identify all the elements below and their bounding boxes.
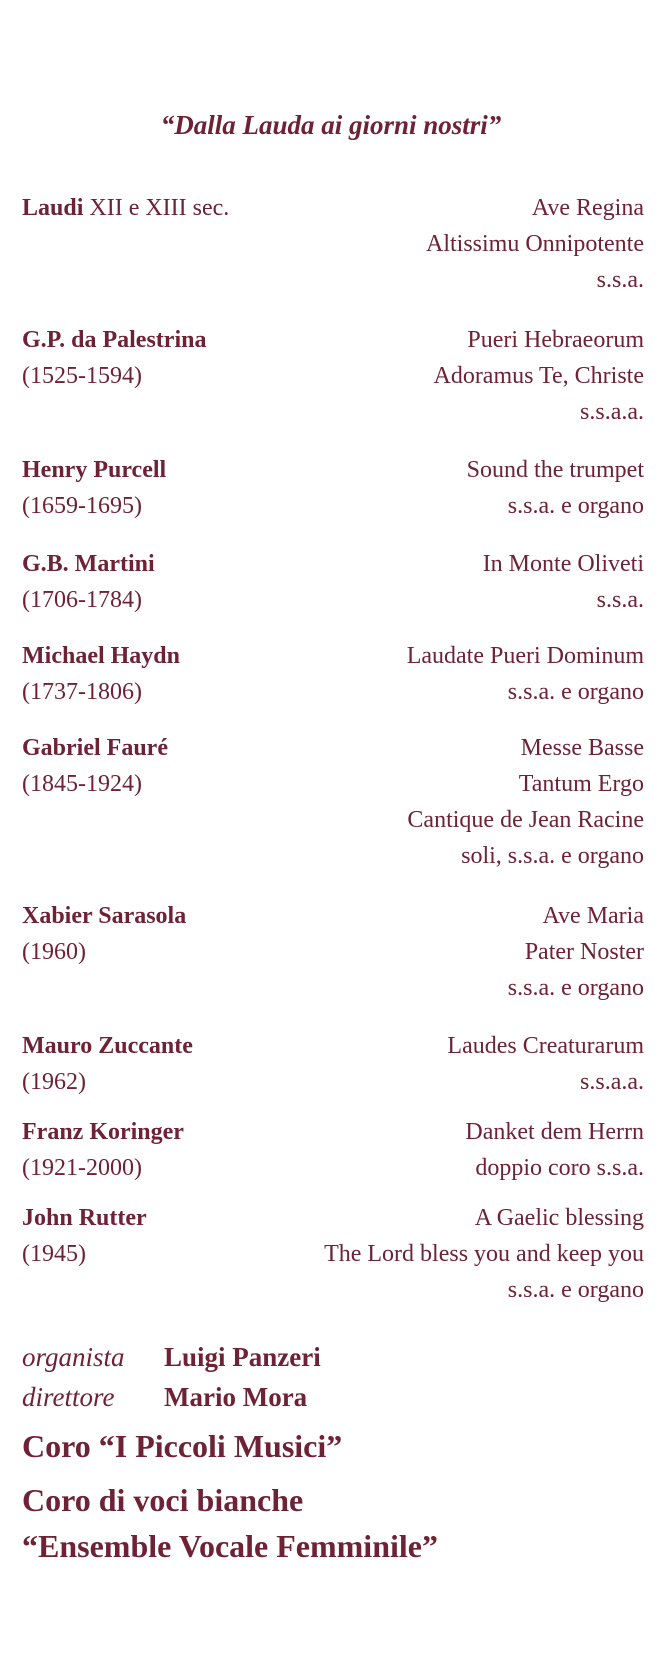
composer-block xyxy=(22,546,155,618)
composer-line xyxy=(22,1114,184,1150)
composer-block xyxy=(22,1200,147,1308)
composer-line xyxy=(22,546,155,582)
composer-line xyxy=(22,638,180,674)
composer-dates: (1945) xyxy=(22,1241,86,1267)
program-entry xyxy=(22,1114,644,1186)
work-line: s.s.a. e organo xyxy=(507,1277,644,1303)
program-entry xyxy=(22,1200,644,1308)
composer-name: John Rutter xyxy=(22,1205,147,1231)
composer-dates: (1737-1806) xyxy=(22,679,142,705)
work-line: Ave Maria xyxy=(542,903,644,929)
work-line: s.s.a. e organo xyxy=(507,493,644,519)
work-line: In Monte Oliveti xyxy=(482,551,644,577)
composer-name: Gabriel Fauré xyxy=(22,735,168,761)
composer-name: Franz Koringer xyxy=(22,1119,184,1145)
composer-name: Henry Purcell xyxy=(22,457,167,483)
choir-name-children: Coro di voci bianche xyxy=(22,1482,304,1518)
composer-block xyxy=(22,190,229,298)
composer-name: Laudi xyxy=(22,195,84,221)
composer-dates: (1659-1695) xyxy=(22,493,142,519)
work-line: doppio coro s.s.a. xyxy=(475,1155,644,1181)
works-list xyxy=(407,638,644,710)
choir-name-ensemble: “Ensemble Vocale Femminile” xyxy=(22,1528,438,1564)
work-line: Altissimu Onnipotente xyxy=(426,231,644,257)
composer-dates: (1706-1784) xyxy=(22,587,142,613)
program-entry xyxy=(22,546,644,618)
work-line: Tantum Ergo xyxy=(518,771,644,797)
composer-block xyxy=(22,898,186,1006)
work-line: s.s.a. xyxy=(596,587,644,613)
program-entry xyxy=(22,898,644,1006)
work-line: The Lord bless you and keep you xyxy=(324,1241,644,1267)
composer-dates: (1525-1594) xyxy=(22,363,142,389)
work-line: Danket dem Herrn xyxy=(465,1119,644,1145)
composer-block xyxy=(22,638,180,710)
composer-line xyxy=(22,730,168,766)
composer-name: G.P. da Palestrina xyxy=(22,327,207,353)
composer-block xyxy=(22,1028,193,1100)
work-line: Messe Basse xyxy=(520,735,644,761)
composer-line xyxy=(22,452,166,488)
program-entry xyxy=(22,322,644,430)
work-line: A Gaelic blessing xyxy=(474,1205,644,1231)
composer-line xyxy=(22,190,229,226)
composer-block xyxy=(22,1114,184,1186)
program-entry xyxy=(22,730,644,874)
work-line: s.s.a. e organo xyxy=(507,679,644,705)
organist-role: organista xyxy=(22,1342,125,1372)
program-entry xyxy=(22,638,644,710)
works-list xyxy=(407,730,644,874)
composer-name: Michael Haydn xyxy=(22,643,181,669)
director-name: Mario Mora xyxy=(164,1382,308,1412)
work-line: s.s.a. xyxy=(596,267,644,293)
work-line: s.s.a.a. xyxy=(580,1069,644,1095)
work-line: Pater Noster xyxy=(524,939,644,965)
composer-period: XII e XIII sec. xyxy=(83,195,230,221)
works-list xyxy=(465,1114,644,1186)
works-list xyxy=(508,898,644,1006)
composer-line xyxy=(22,898,186,934)
credits xyxy=(22,1337,321,1417)
composer-dates: (1845-1924) xyxy=(22,771,142,797)
composer-block xyxy=(22,730,168,874)
composer-dates: (1962) xyxy=(22,1069,86,1095)
works-list xyxy=(324,1200,644,1308)
composer-dates: (1960) xyxy=(22,939,86,965)
works-list xyxy=(483,546,644,618)
choir-name-primary: Coro “I Piccoli Musici” xyxy=(22,1428,343,1464)
works-list xyxy=(426,190,644,298)
work-line: Cantique de Jean Racine xyxy=(407,807,644,833)
works-list xyxy=(433,322,644,430)
organist-name: Luigi Panzeri xyxy=(164,1342,321,1372)
work-line: Sound the trumpet xyxy=(466,457,644,483)
composer-block xyxy=(22,322,206,430)
choir-names xyxy=(22,1423,438,1569)
work-line: s.s.a.a. xyxy=(580,399,644,425)
work-line: Laudate Pueri Dominum xyxy=(406,643,644,669)
composer-line xyxy=(22,1028,193,1064)
program-entry xyxy=(22,190,644,298)
organist-credit xyxy=(22,1337,321,1377)
work-line: Laudes Creaturarum xyxy=(447,1033,644,1059)
work-line: soli, s.s.a. e organo xyxy=(461,843,644,869)
composer-dates: (1921-2000) xyxy=(22,1155,142,1181)
composer-line xyxy=(22,1200,147,1236)
work-line: Adoramus Te, Christe xyxy=(433,363,644,389)
composer-line xyxy=(22,322,206,358)
work-line: Ave Regina xyxy=(531,195,644,221)
works-list xyxy=(467,452,644,524)
director-credit xyxy=(22,1377,321,1417)
program-list xyxy=(22,190,644,1308)
program-title: “Dalla Lauda ai giorni nostri” xyxy=(160,110,502,140)
work-line: Pueri Hebraeorum xyxy=(467,327,644,353)
composer-block xyxy=(22,452,166,524)
composer-name: G.B. Martini xyxy=(22,551,155,577)
director-role: direttore xyxy=(22,1382,115,1412)
program-entry xyxy=(22,1028,644,1100)
work-line: s.s.a. e organo xyxy=(507,975,644,1001)
composer-name: Xabier Sarasola xyxy=(22,903,187,929)
composer-name: Mauro Zuccante xyxy=(22,1033,193,1059)
program-entry xyxy=(22,452,644,524)
works-list xyxy=(447,1028,644,1100)
